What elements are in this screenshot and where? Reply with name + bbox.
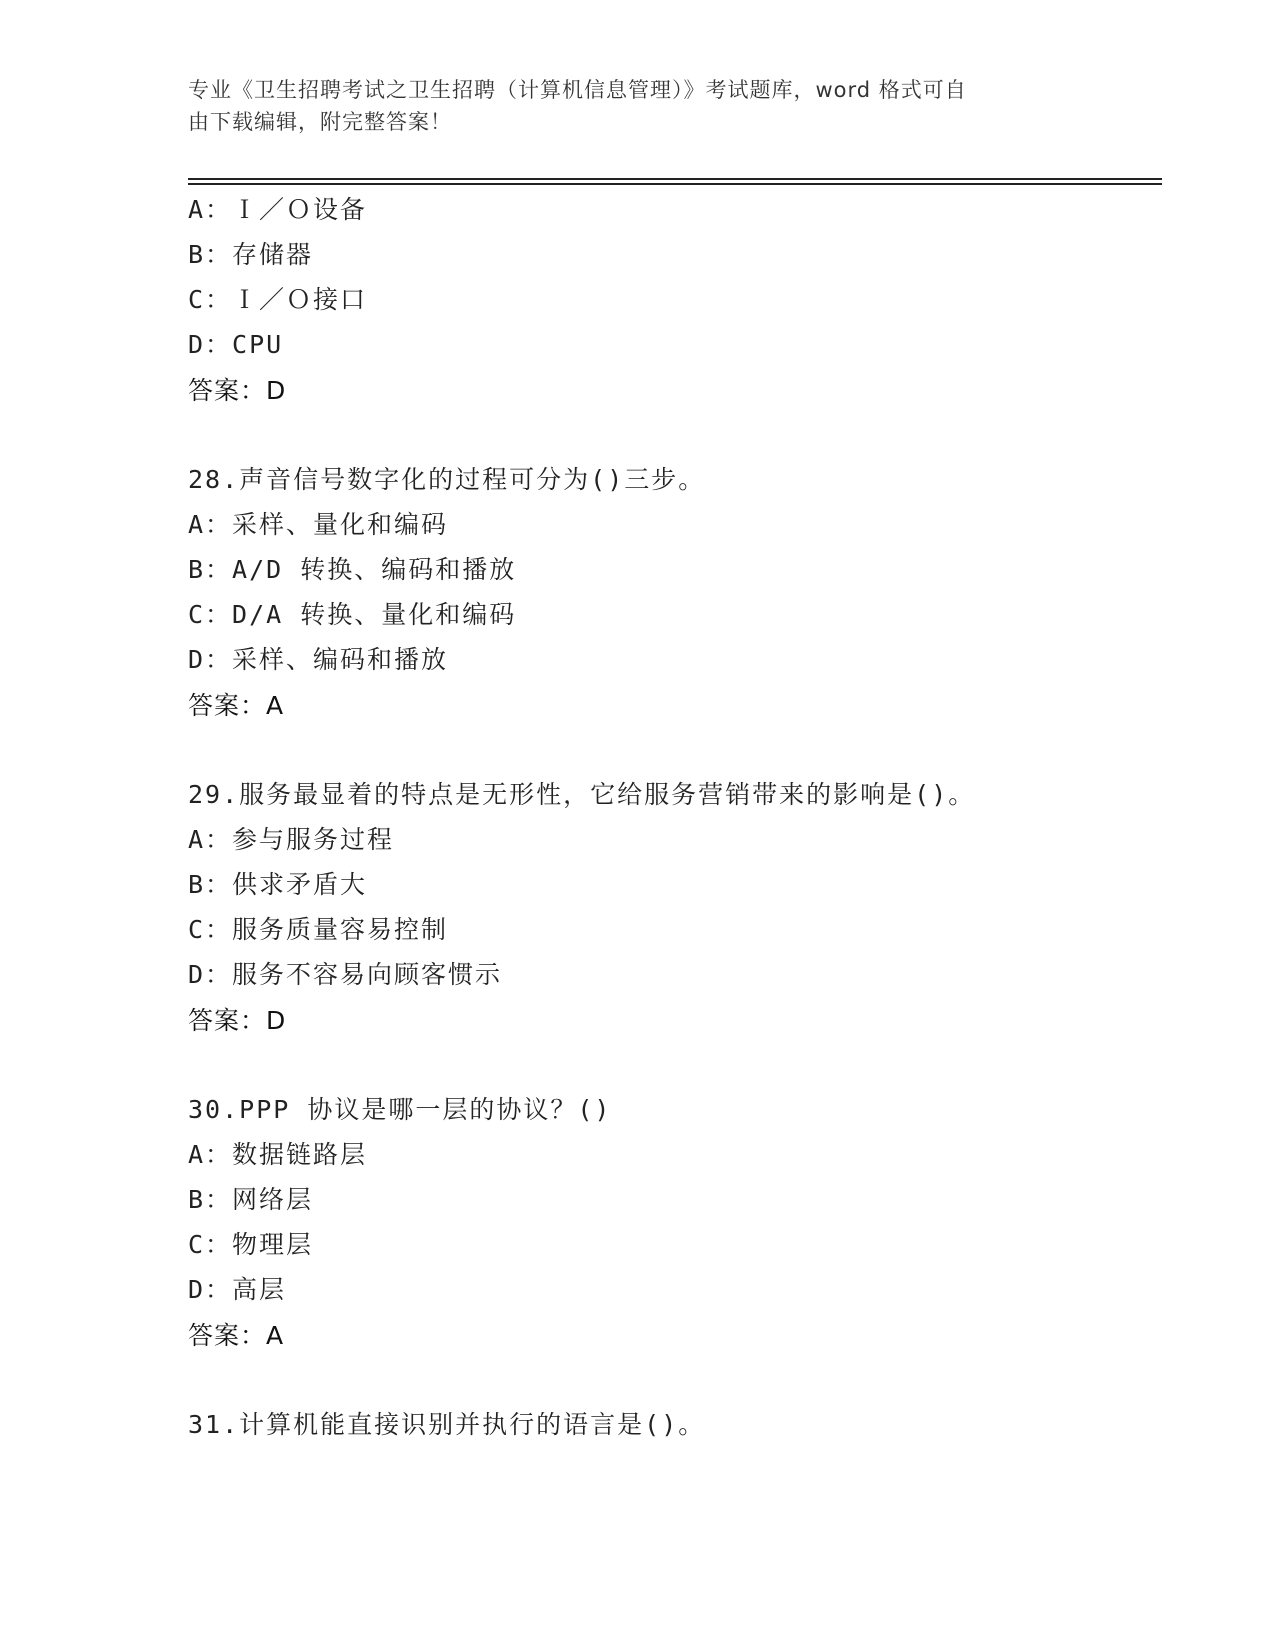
- question-30-option-b: B：网络层: [188, 1185, 314, 1214]
- header-divider-top: [188, 178, 1162, 180]
- document-header: [188, 74, 1068, 138]
- option-a: A：Ｉ／Ｏ设备: [188, 195, 368, 224]
- question-30-option-d: D：高层: [188, 1275, 287, 1304]
- question-29-option-a: A：参与服务过程: [188, 825, 395, 854]
- question-30-option-a: A：数据链路层: [188, 1140, 368, 1169]
- question-31-text: 31.计算机能直接识别并执行的语言是()。: [188, 1410, 706, 1439]
- question-29-option-d: D：服务不容易向顾客惯示: [188, 960, 503, 989]
- question-29-option-c: C：服务质量容易控制: [188, 915, 449, 944]
- question-28-option-d: D：采样、编码和播放: [188, 645, 449, 674]
- option-b: B：存储器: [188, 240, 314, 269]
- option-c: C：Ｉ／Ｏ接口: [188, 285, 368, 314]
- question-28-option-c: C：D/A 转换、量化和编码: [188, 600, 517, 629]
- option-d: D：CPU: [188, 330, 284, 359]
- question-28-option-a: A：采样、量化和编码: [188, 510, 449, 539]
- header-line-2: 由下载编辑，附完整答案！: [188, 110, 452, 134]
- question-28-text: 28.声音信号数字化的过程可分为()三步。: [188, 465, 706, 494]
- answer-line: 答案：D: [188, 376, 287, 405]
- question-30-answer: 答案：A: [188, 1321, 285, 1350]
- question-30-text: 30.PPP 协议是哪一层的协议？(): [188, 1095, 612, 1124]
- header-divider-bottom: [188, 183, 1162, 185]
- question-29-option-b: B：供求矛盾大: [188, 870, 368, 899]
- header-line-1: 专业《卫生招聘考试之卫生招聘（计算机信息管理）》考试题库，word 格式可自: [188, 78, 967, 102]
- question-29-answer: 答案：D: [188, 1006, 287, 1035]
- question-30-option-c: C：物理层: [188, 1230, 314, 1259]
- question-28-option-b: B：A/D 转换、编码和播放: [188, 555, 517, 584]
- question-29-text: 29.服务最显着的特点是无形性，它给服务营销带来的影响是()。: [188, 780, 976, 809]
- question-28-answer: 答案：A: [188, 691, 285, 720]
